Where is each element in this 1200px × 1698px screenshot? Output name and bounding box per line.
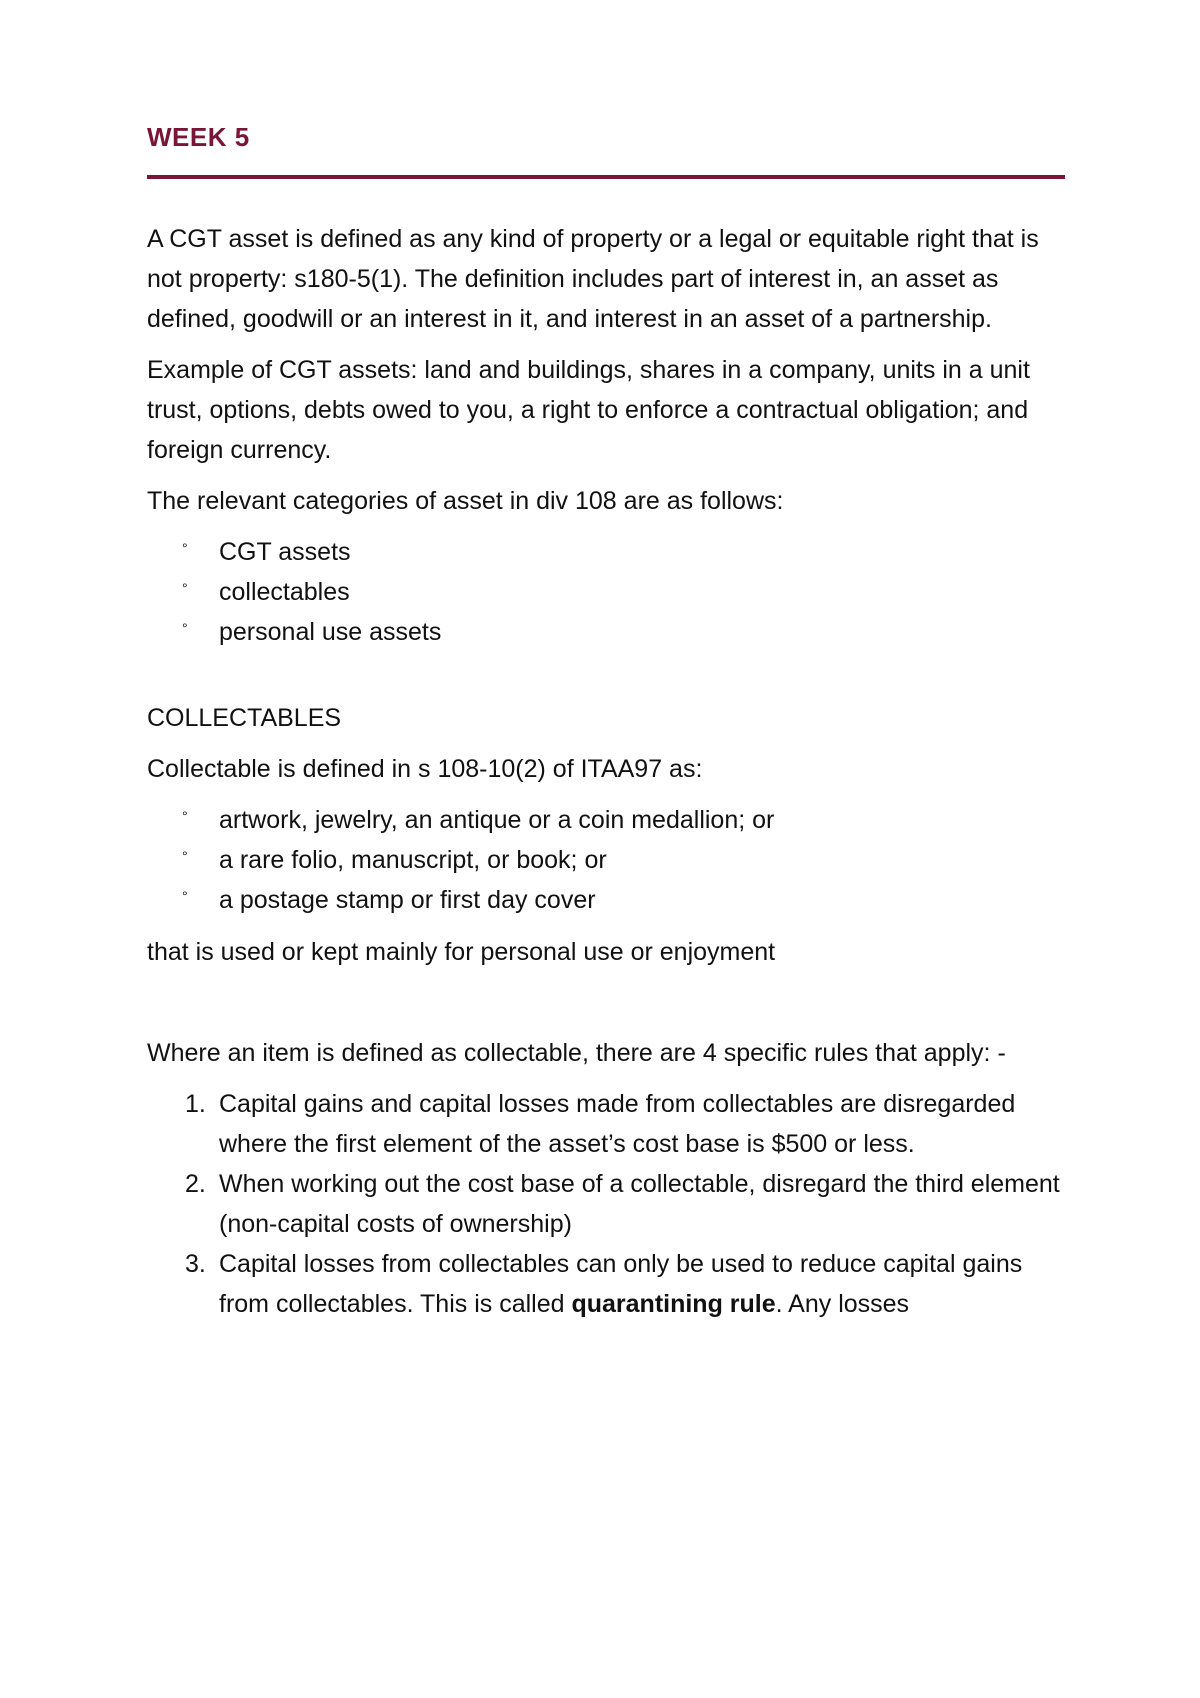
list-item: ° artwork, jewelry, an antique or a coin medallion; or (147, 800, 1065, 840)
paragraph-collectable-intro: Collectable is defined in s 108-10(2) of ITAA97 as: (147, 755, 703, 783)
bullet-icon: ° (182, 620, 188, 636)
list-number: 1. (185, 1090, 206, 1118)
list-number: 2. (185, 1170, 206, 1198)
rules-list (147, 1084, 1065, 1324)
bullet-icon: ° (182, 848, 188, 864)
bullet-icon: ° (182, 808, 188, 824)
paragraph-categories-intro: The relevant categories of asset in div 108 are as follows: (147, 487, 784, 515)
document-page (147, 120, 1065, 1324)
paragraph-rules-intro: Where an item is defined as collectable, there are 4 specific rules that apply: - (147, 1039, 1006, 1067)
list-item: 1. Capital gains and capital losses made from collectables are disregarded where the first element of the asset’s cost base is $500 or less. (147, 1084, 1065, 1164)
list-item: ° collectables (147, 572, 1065, 612)
list-number: 3. (185, 1250, 206, 1278)
bullet-icon: ° (182, 888, 188, 904)
list-item: ° CGT assets (147, 532, 1065, 572)
bullet-icon: ° (182, 580, 188, 596)
bullet-icon: ° (182, 540, 188, 556)
page-heading: WEEK 5 (147, 122, 250, 152)
list-item: 3. Capital losses from collectables can only be used to reduce capital gains from collectables. This is called quarantining rule. Any losses (147, 1244, 1065, 1324)
list-item: ° a rare folio, manuscript, or book; or (147, 840, 1065, 880)
paragraph-cgt-examples: Example of CGT assets: land and buildings, shares in a company, units in a unit trust, options, debts owed to you, a right to enforce a contractual obligation; and foreign currency. (147, 356, 1030, 464)
categories-list (147, 532, 1065, 652)
list-item: ° a postage stamp or first day cover (147, 880, 1065, 920)
heading-rule (147, 175, 1065, 179)
paragraph-collectable-tail: that is used or kept mainly for personal use or enjoyment (147, 938, 776, 966)
list-item: 2. When working out the cost base of a collectable, disregard the third element (non-capital costs of ownership) (147, 1164, 1065, 1244)
section-heading-collectables: COLLECTABLES (147, 704, 342, 732)
collectables-list (147, 800, 1065, 920)
paragraph-cgt-definition: A CGT asset is defined as any kind of property or a legal or equitable right that is not property: s180-5(1). The definition includes part of interest in, an asset as defined, goodwill or an interest in it, and interest in an asset of a partnership. (147, 225, 1039, 333)
bold-term: quarantining rule (571, 1290, 776, 1318)
list-item: ° personal use assets (147, 612, 1065, 652)
